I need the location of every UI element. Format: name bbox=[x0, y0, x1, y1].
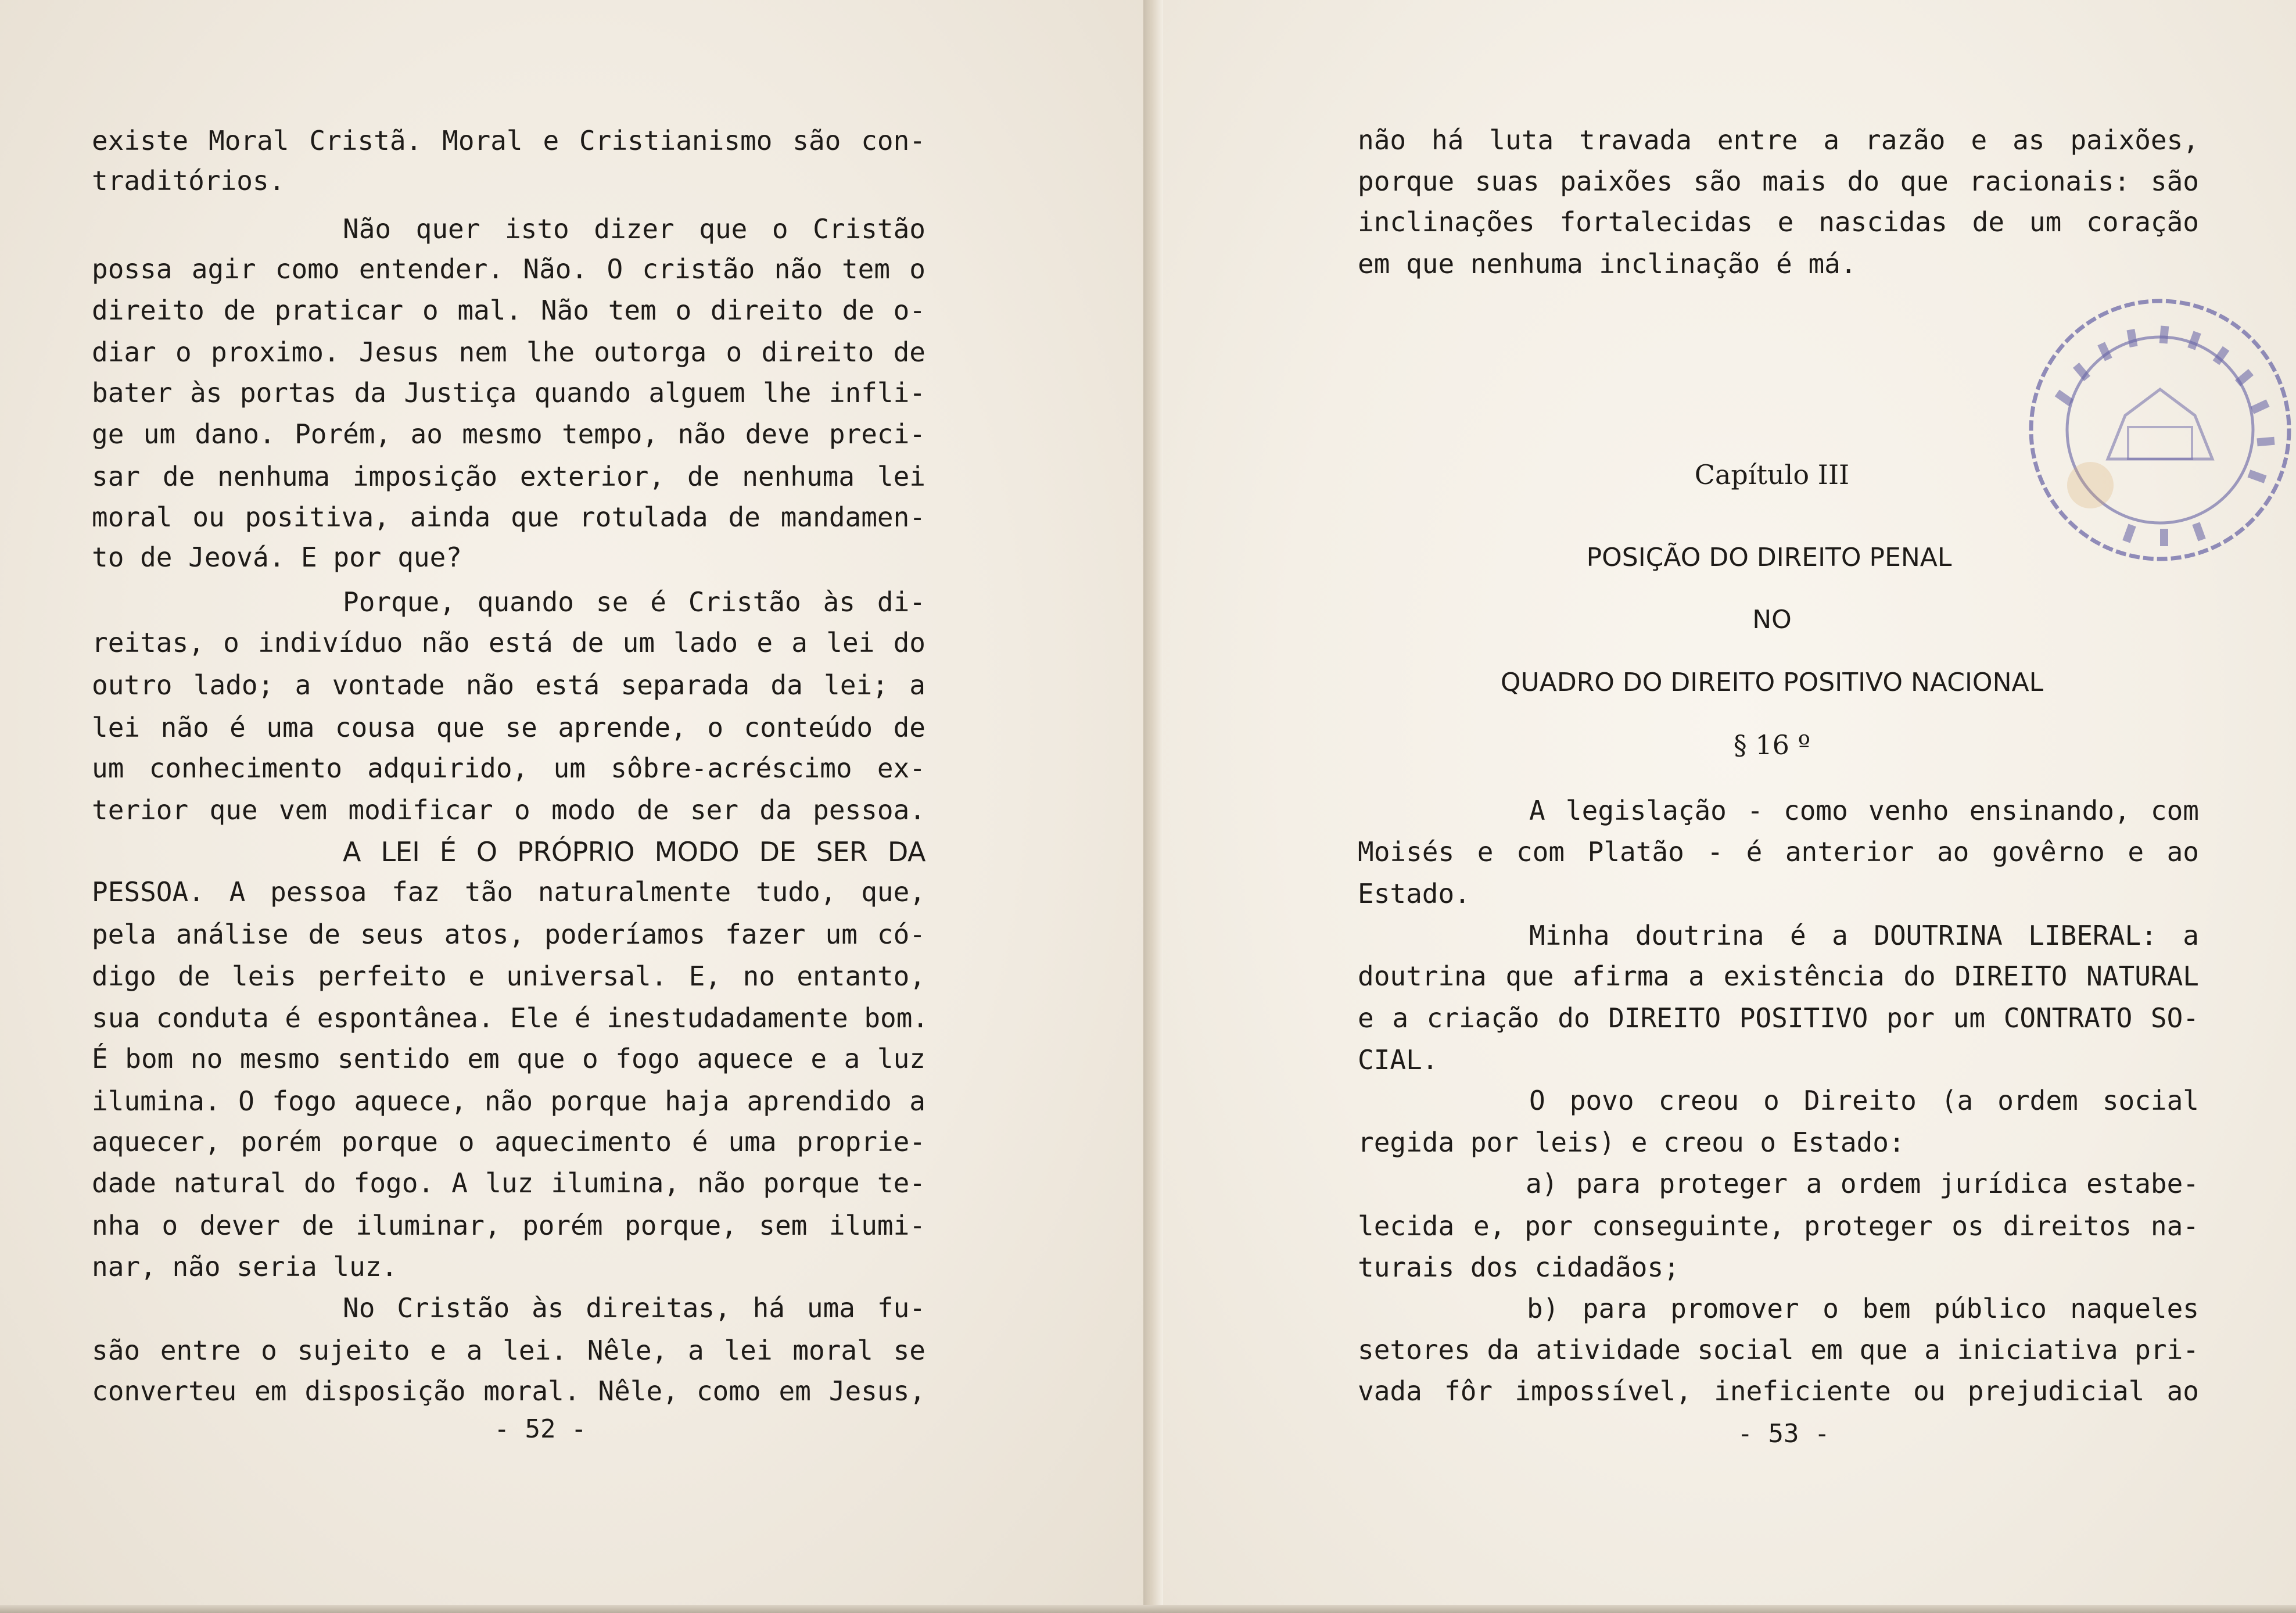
right-line-8: Minha doutrina é a DOUTRINA LIBERAL: a bbox=[1529, 920, 2199, 951]
right-page-number: - 53 - bbox=[1737, 1419, 1830, 1449]
heading-line-2: NO bbox=[1752, 605, 1792, 635]
right-line-9: doutrina que afirma a existência do DIREITO NATURAL bbox=[1358, 960, 2199, 992]
left-line-20: pela análise de seus atos, poderíamos fazer um có- bbox=[92, 919, 925, 950]
page-bottom-edge bbox=[0, 1605, 2296, 1613]
left-line-5: direito de praticar o mal. Não tem o direito de o- bbox=[92, 295, 925, 326]
left-line-13: reitas, o indivíduo não está de um lado e a lei do bbox=[92, 627, 925, 658]
right-line-6: Moisés e com Platão - é anterior ao govêrno e ao bbox=[1358, 836, 2199, 868]
left-line-9: sar de nenhuma imposição exterior, de nenhuma lei bbox=[92, 461, 925, 492]
right-line-13: regida por leis) e creou o Estado: bbox=[1358, 1127, 1905, 1158]
left-line-18: A LEI É O PRÓPRIO MODO DE SER DA bbox=[343, 836, 925, 868]
right-line-17: b) para promover o bem público naqueles bbox=[1527, 1293, 2199, 1324]
right-line-7: Estado. bbox=[1358, 878, 1470, 909]
right-line-12: O povo creou o Direito (a ordem social bbox=[1529, 1085, 2199, 1116]
left-line-3: Não quer isto dizer que o Cristão bbox=[343, 213, 925, 245]
left-page-number: - 52 - bbox=[494, 1414, 587, 1444]
left-line-26: dade natural do fogo. A luz ilumina, não porque te- bbox=[92, 1167, 925, 1199]
left-line-23: É bom no mesmo sentido em que o fogo aquece e a luz bbox=[92, 1043, 925, 1074]
right-line-16: turais dos cidadãos; bbox=[1358, 1252, 1680, 1283]
left-line-30: são entre o sujeito e a lei. Nêle, a lei moral se bbox=[92, 1335, 925, 1366]
left-line-10: moral ou positiva, ainda que rotulada de mandamen- bbox=[92, 501, 925, 533]
right-line-4: em que nenhuma inclinação é má. bbox=[1358, 248, 1857, 279]
left-line-22: sua conduta é espontânea. Ele é inestudadamente bom. bbox=[92, 1002, 929, 1034]
left-line-16: um conhecimento adquirido, um sôbre-acréscimo ex- bbox=[92, 752, 925, 784]
right-line-10: e a criação do DIREITO POSITIVO por um CONTRATO SO- bbox=[1358, 1002, 2199, 1034]
left-line-7: bater às portas da Justiça quando alguem lhe infli- bbox=[92, 377, 925, 408]
right-line-3: inclinações fortalecidas e nascidas de um coração bbox=[1358, 206, 2199, 238]
right-line-19: vada fôr impossível, ineficiente ou prejudicial ao bbox=[1358, 1375, 2199, 1407]
library-stamp bbox=[2021, 293, 2296, 567]
right-line-11: CIAL. bbox=[1358, 1044, 1438, 1076]
section-number: § 16 º bbox=[1733, 729, 1811, 761]
left-line-29: No Cristão às direitas, há uma fu- bbox=[343, 1292, 925, 1324]
heading-line-1: POSIÇÃO DO DIREITO PENAL bbox=[1586, 543, 1952, 572]
left-line-27: nha o dever de iluminar, porém porque, sem ilumi- bbox=[92, 1210, 925, 1241]
left-line-31: converteu em disposição moral. Nêle, como em Jesus, bbox=[92, 1375, 925, 1407]
right-line-15: lecida e, por conseguinte, proteger os direitos na- bbox=[1358, 1210, 2199, 1242]
right-line-1: não há luta travada entre a razão e as paixões, bbox=[1358, 124, 2199, 156]
left-line-12: Porque, quando se é Cristão às di- bbox=[343, 586, 925, 618]
right-line-18: setores da atividade social em que a iniciativa pri- bbox=[1358, 1334, 2199, 1365]
left-line-6: diar o proximo. Jesus nem lhe outorga o direito de bbox=[92, 336, 925, 368]
left-line-15: lei não é uma cousa que se aprende, o conteúdo de bbox=[92, 712, 925, 743]
left-line-24: ilumina. O fogo aquece, não porque haja aprendido a bbox=[92, 1085, 925, 1117]
left-line-14: outro lado; a vontade não está separada da lei; a bbox=[92, 669, 925, 701]
left-line-25: aquecer, porém porque o aquecimento é uma proprie- bbox=[92, 1126, 925, 1157]
stamp-seal-icon bbox=[2021, 293, 2296, 567]
heading-line-3: QUADRO DO DIREITO POSITIVO NACIONAL bbox=[1500, 668, 2044, 697]
chapter-title: Capítulo III bbox=[1694, 459, 1850, 490]
left-line-17: terior que vem modificar o modo de ser da pessoa. bbox=[92, 794, 925, 826]
left-line-19: PESSOA. A pessoa faz tão naturalmente tudo, que, bbox=[92, 876, 925, 908]
right-line-14: a) para proteger a ordem jurídica estabe- bbox=[1526, 1168, 2199, 1199]
left-line-21: digo de leis perfeito e universal. E, no entanto, bbox=[92, 960, 925, 992]
left-line-28: nar, não seria luz. bbox=[92, 1251, 398, 1282]
book-gutter bbox=[1143, 0, 1163, 1613]
right-line-2: porque suas paixões são mais do que racionais: são bbox=[1358, 166, 2199, 197]
left-line-4: possa agir como entender. Não. O cristão não tem o bbox=[92, 253, 925, 285]
left-line-8: ge um dano. Porém, ao mesmo tempo, não deve preci- bbox=[92, 418, 925, 450]
left-line-2: traditórios. bbox=[92, 165, 285, 196]
left-line-1: existe Moral Cristã. Moral e Cristianismo são con- bbox=[92, 125, 925, 156]
right-line-5: A legislação - como venho ensinando, com bbox=[1529, 795, 2199, 826]
left-line-11: to de Jeová. E por que? bbox=[92, 542, 462, 573]
